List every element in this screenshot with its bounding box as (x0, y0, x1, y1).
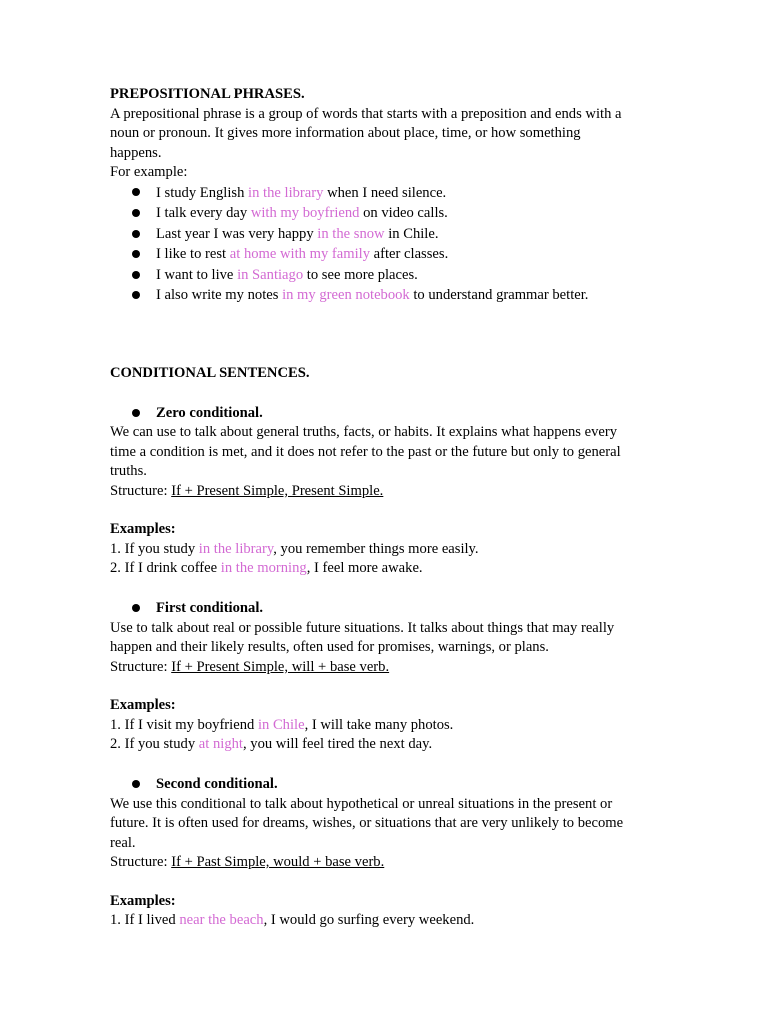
zero-structure: Structure: If + Present Simple, Present Simple. (110, 483, 384, 499)
bullet-icon (132, 250, 140, 258)
first-desc-line: Use to talk about real or possible future situations. It talks about things that may really (110, 620, 615, 636)
second-desc-line: real. (110, 835, 136, 851)
first-structure: Structure: If + Present Simple, will + base verb. (110, 659, 390, 675)
highlighted-phrase: at home with my family (229, 246, 371, 262)
for-example-label: For example: (110, 164, 188, 180)
list-item: I also write my notes in my green notebook to understand grammar better. (156, 287, 589, 303)
cond-heading: CONDITIONAL SENTENCES. (110, 365, 310, 381)
prep-intro-line: noun or pronoun. It gives more information about place, time, or how something (110, 125, 581, 141)
first-title: First conditional. (156, 600, 264, 616)
highlighted-phrase: at night (198, 736, 243, 752)
second-structure: Structure: If + Past Simple, would + base verb. (110, 854, 385, 870)
bullet-icon (132, 230, 140, 238)
highlighted-phrase: near the beach (179, 912, 264, 928)
structure-formula: If + Past Simple, would + base verb. (171, 854, 385, 870)
bullet-icon (132, 271, 140, 279)
list-item: I want to live in Santiago to see more places. (156, 267, 418, 283)
bullet-icon (132, 291, 140, 299)
example-line: 1. If you study in the library, you remember things more easily. (110, 541, 479, 557)
examples-label: Examples: (110, 893, 176, 909)
second-desc-line: We use this conditional to talk about hypothetical or unreal situations in the present or (110, 796, 613, 812)
second-title: Second conditional. (156, 776, 278, 792)
list-item: I like to rest at home with my family after classes. (156, 246, 449, 262)
zero-title: Zero conditional. (156, 405, 263, 421)
examples-label: Examples: (110, 521, 176, 537)
highlighted-phrase: in my green notebook (282, 287, 410, 303)
highlighted-phrase: with my boyfriend (250, 205, 360, 221)
zero-desc-line: time a condition is met, and it does not refer to the past or the future but only to general (110, 444, 621, 460)
highlighted-phrase: in the snow (317, 226, 385, 242)
examples-label: Examples: (110, 697, 176, 713)
second-desc-line: future. It is often used for dreams, wishes, or situations that are very unlikely to become (110, 815, 624, 831)
list-item: I study English in the library when I need silence. (156, 185, 447, 201)
bullet-icon (132, 188, 140, 196)
list-item: I talk every day with my boyfriend on video calls. (156, 205, 448, 221)
highlighted-phrase: in the morning (220, 560, 307, 576)
example-line: 2. If I drink coffee in the morning, I feel more awake. (110, 560, 423, 576)
bullet-icon (132, 409, 140, 417)
zero-desc-line: truths. (110, 463, 147, 479)
highlighted-phrase: in the library (248, 185, 324, 201)
structure-formula: If + Present Simple, Present Simple. (171, 483, 384, 499)
prep-intro-line: A prepositional phrase is a group of words that starts with a preposition and ends with a (110, 106, 622, 122)
example-line: 1. If I visit my boyfriend in Chile, I will take many photos. (110, 717, 454, 733)
first-desc-line: happen and their likely results, often used for promises, warnings, or plans. (110, 639, 549, 655)
list-item: Last year I was very happy in the snow in Chile. (156, 226, 439, 242)
prep-heading: PREPOSITIONAL PHRASES. (110, 86, 305, 102)
bullet-icon (132, 780, 140, 788)
prep-intro-line: happens. (110, 145, 162, 161)
highlighted-phrase: in Santiago (237, 267, 304, 283)
bullet-icon (132, 209, 140, 217)
highlighted-phrase: in the library (198, 541, 274, 557)
bullet-icon (132, 604, 140, 612)
structure-formula: If + Present Simple, will + base verb. (171, 659, 390, 675)
example-line: 1. If I lived near the beach, I would go surfing every weekend. (110, 912, 475, 928)
zero-desc-line: We can use to talk about general truths, facts, or habits. It explains what happens every (110, 424, 618, 440)
example-line: 2. If you study at night, you will feel tired the next day. (110, 736, 433, 752)
highlighted-phrase: in Chile (257, 717, 305, 733)
